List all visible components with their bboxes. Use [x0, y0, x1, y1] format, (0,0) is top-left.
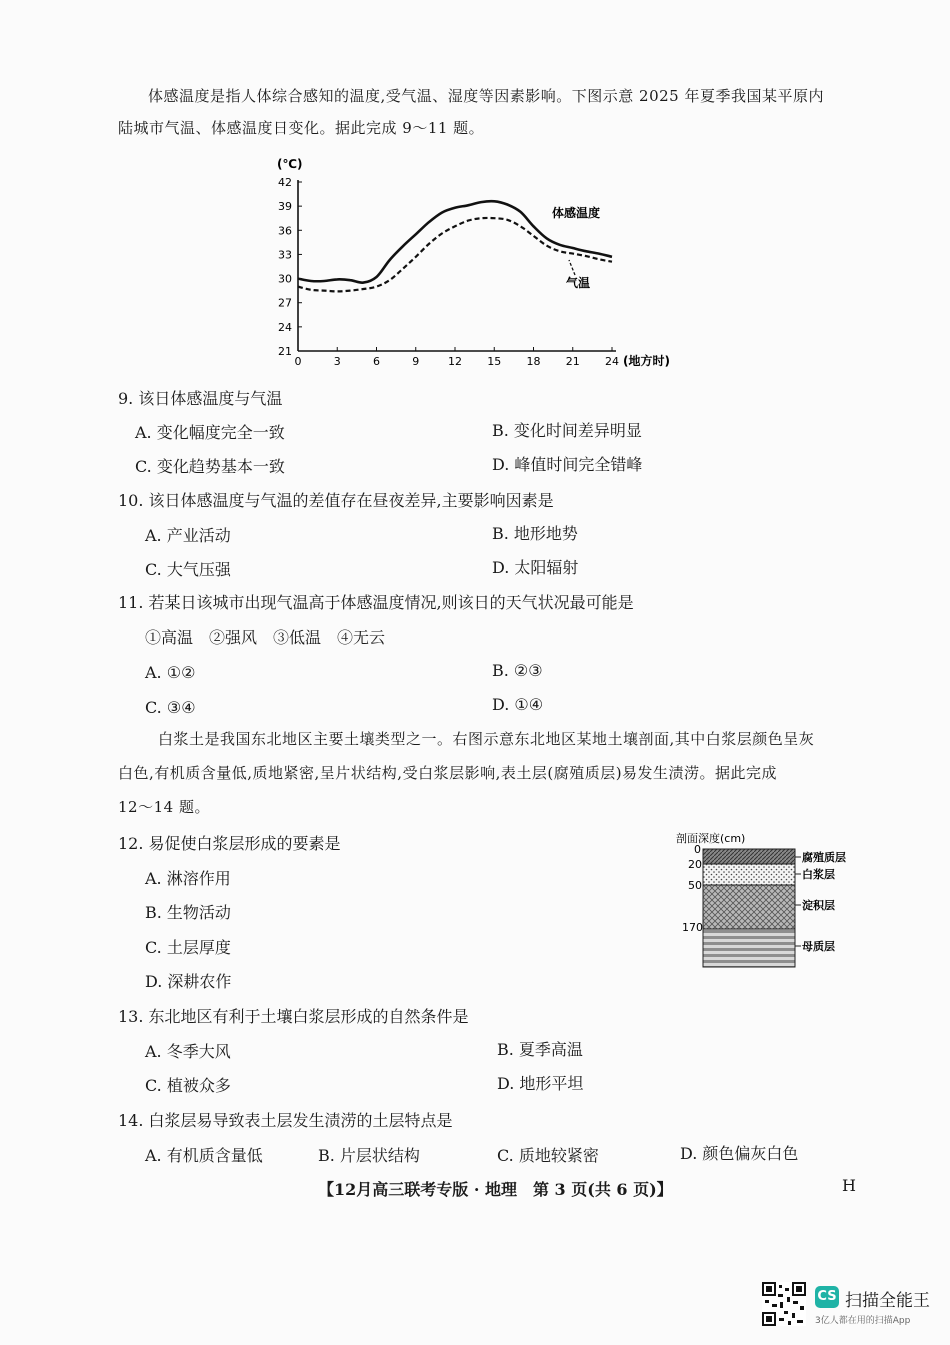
x-tick-label: 21 — [565, 355, 580, 368]
y-tick-label: 21 — [278, 345, 292, 358]
q12-option-a: A. 淋溶作用 — [145, 869, 231, 888]
q13-option-c: C. 植被众多 — [145, 1076, 231, 1095]
q9-option-c: C. 变化趋势基本一致 — [135, 457, 285, 476]
soil-depth-20: 20 — [688, 858, 702, 871]
soil-label-albic: 白浆层 — [802, 868, 835, 881]
q9-stem: 9. 该日体感温度与气温 — [118, 389, 283, 408]
q11-option-b: B. ②③ — [492, 661, 543, 680]
x-tick-label: 24 — [605, 355, 619, 368]
q10-stem: 10. 该日体感温度与气温的差值存在昼夜差异,主要影响因素是 — [118, 491, 554, 510]
x-tick-label: 18 — [526, 355, 541, 368]
soil-label-humus: 腐殖质层 — [802, 851, 846, 864]
soil-layer-parent — [703, 929, 795, 967]
camscanner-tagline: 3亿人都在用的扫描App — [815, 1316, 911, 1326]
x-tick-label: 6 — [373, 355, 380, 368]
y-tick-label: 39 — [278, 200, 292, 214]
soil-depth-title: 剖面深度(cm) — [676, 832, 746, 845]
q13-option-b: B. 夏季高温 — [497, 1040, 583, 1059]
y-tick-label: 24 — [278, 320, 292, 334]
x-tick-label: 9 — [412, 355, 420, 368]
q14-option-a: A. 有机质含量低 — [145, 1146, 263, 1165]
intro2-line-3: 12～14 题。 — [118, 798, 210, 816]
q13-option-d: D. 地形平坦 — [497, 1074, 584, 1093]
series-label-air-temp: 气温 — [566, 276, 591, 290]
soil-layer-illuvial — [703, 885, 795, 929]
soil-label-parent: 母质层 — [802, 940, 835, 953]
q10-option-c: C. 大气压强 — [145, 560, 231, 579]
intro2-line-2: 白色,有机质含量低,质地紧密,呈片状结构,受白浆层影响,表土层(腐殖质层)易发生渍涝。据此完成 — [118, 764, 778, 782]
page-footer: 【12月高三联考专版 · 地理 第 3 页(共 6 页)】 — [318, 1180, 673, 1199]
chart-x-unit: (地方时) — [623, 354, 670, 368]
q12-option-d: D. 深耕农作 — [145, 972, 232, 991]
soil-depth-170: 170 — [682, 921, 703, 934]
x-tick-label: 15 — [487, 355, 502, 368]
q13-stem: 13. 东北地区有利于土壤白浆层形成的自然条件是 — [118, 1007, 469, 1026]
q12-stem: 12. 易促使白浆层形成的要素是 — [118, 834, 341, 853]
camscanner-logo: CS — [815, 1286, 839, 1308]
q12-option-c: C. 土层厚度 — [145, 938, 231, 957]
q12-option-b: B. 生物活动 — [145, 903, 231, 922]
y-tick-label: 27 — [278, 296, 292, 310]
x-tick-label: 0 — [294, 355, 302, 368]
q10-option-b: B. 地形地势 — [492, 524, 578, 543]
q14-option-c: C. 质地较紧密 — [497, 1146, 599, 1165]
soil-label-illuvial: 淀积层 — [802, 899, 835, 912]
q10-option-d: D. 太阳辐射 — [492, 558, 579, 577]
intro-line-1: 体感温度是指人体综合感知的温度,受气温、湿度等因素影响。下图示意 2025 年夏季我国某平原内 — [148, 87, 824, 105]
q11-items: ①高温 ②强风 ③低温 ④无云 — [145, 628, 386, 647]
x-tick-label: 3 — [333, 355, 341, 368]
chart-x-ticks — [295, 347, 620, 368]
air-temp-leader-line — [569, 260, 575, 275]
paper-version-mark: H — [842, 1176, 856, 1195]
y-tick-label: 30 — [278, 272, 292, 286]
soil-profile-diagram — [670, 828, 870, 973]
q9-option-a: A. 变化幅度完全一致 — [135, 423, 285, 442]
intro2-line-1: 白浆土是我国东北地区主要土壤类型之一。右图示意东北地区某地土壤剖面,其中白浆层颜色呈灰 — [158, 730, 815, 748]
q11-stem: 11. 若某日该城市出现气温高于体感温度情况,则该日的天气状况最可能是 — [118, 593, 634, 612]
y-tick-label: 36 — [278, 224, 292, 238]
q14-option-b: B. 片层状结构 — [318, 1146, 420, 1165]
q14-stem: 14. 白浆层易导致表土层发生渍涝的土层特点是 — [118, 1111, 453, 1130]
y-tick-label: 33 — [278, 248, 292, 262]
chart-y-unit: (℃) — [277, 157, 303, 171]
q11-option-a: A. ①② — [145, 663, 196, 682]
q11-option-c: C. ③④ — [145, 698, 196, 717]
soil-layer-albic — [703, 864, 795, 885]
qr-code-icon — [762, 1282, 806, 1326]
intro-line-2: 陆城市气温、体感温度日变化。据此完成 9～11 题。 — [118, 119, 485, 137]
q14-option-d: D. 颜色偏灰白色 — [680, 1144, 799, 1163]
soil-depth-0: 0 — [694, 843, 701, 856]
q11-option-d: D. ①④ — [492, 695, 544, 714]
q9-option-b: B. 变化时间差异明显 — [492, 421, 642, 440]
camscanner-name: 扫描全能王 — [845, 1291, 930, 1311]
q9-option-d: D. 峰值时间完全错峰 — [492, 455, 643, 474]
q13-option-a: A. 冬季大风 — [145, 1042, 231, 1061]
x-tick-label: 12 — [448, 355, 462, 368]
y-tick-label: 42 — [278, 176, 292, 189]
soil-layer-humus — [703, 849, 795, 864]
temperature-line-chart — [260, 152, 690, 377]
q10-option-a: A. 产业活动 — [145, 526, 231, 545]
series-label-feels-like: 体感温度 — [552, 206, 601, 220]
soil-depth-50: 50 — [688, 879, 702, 892]
